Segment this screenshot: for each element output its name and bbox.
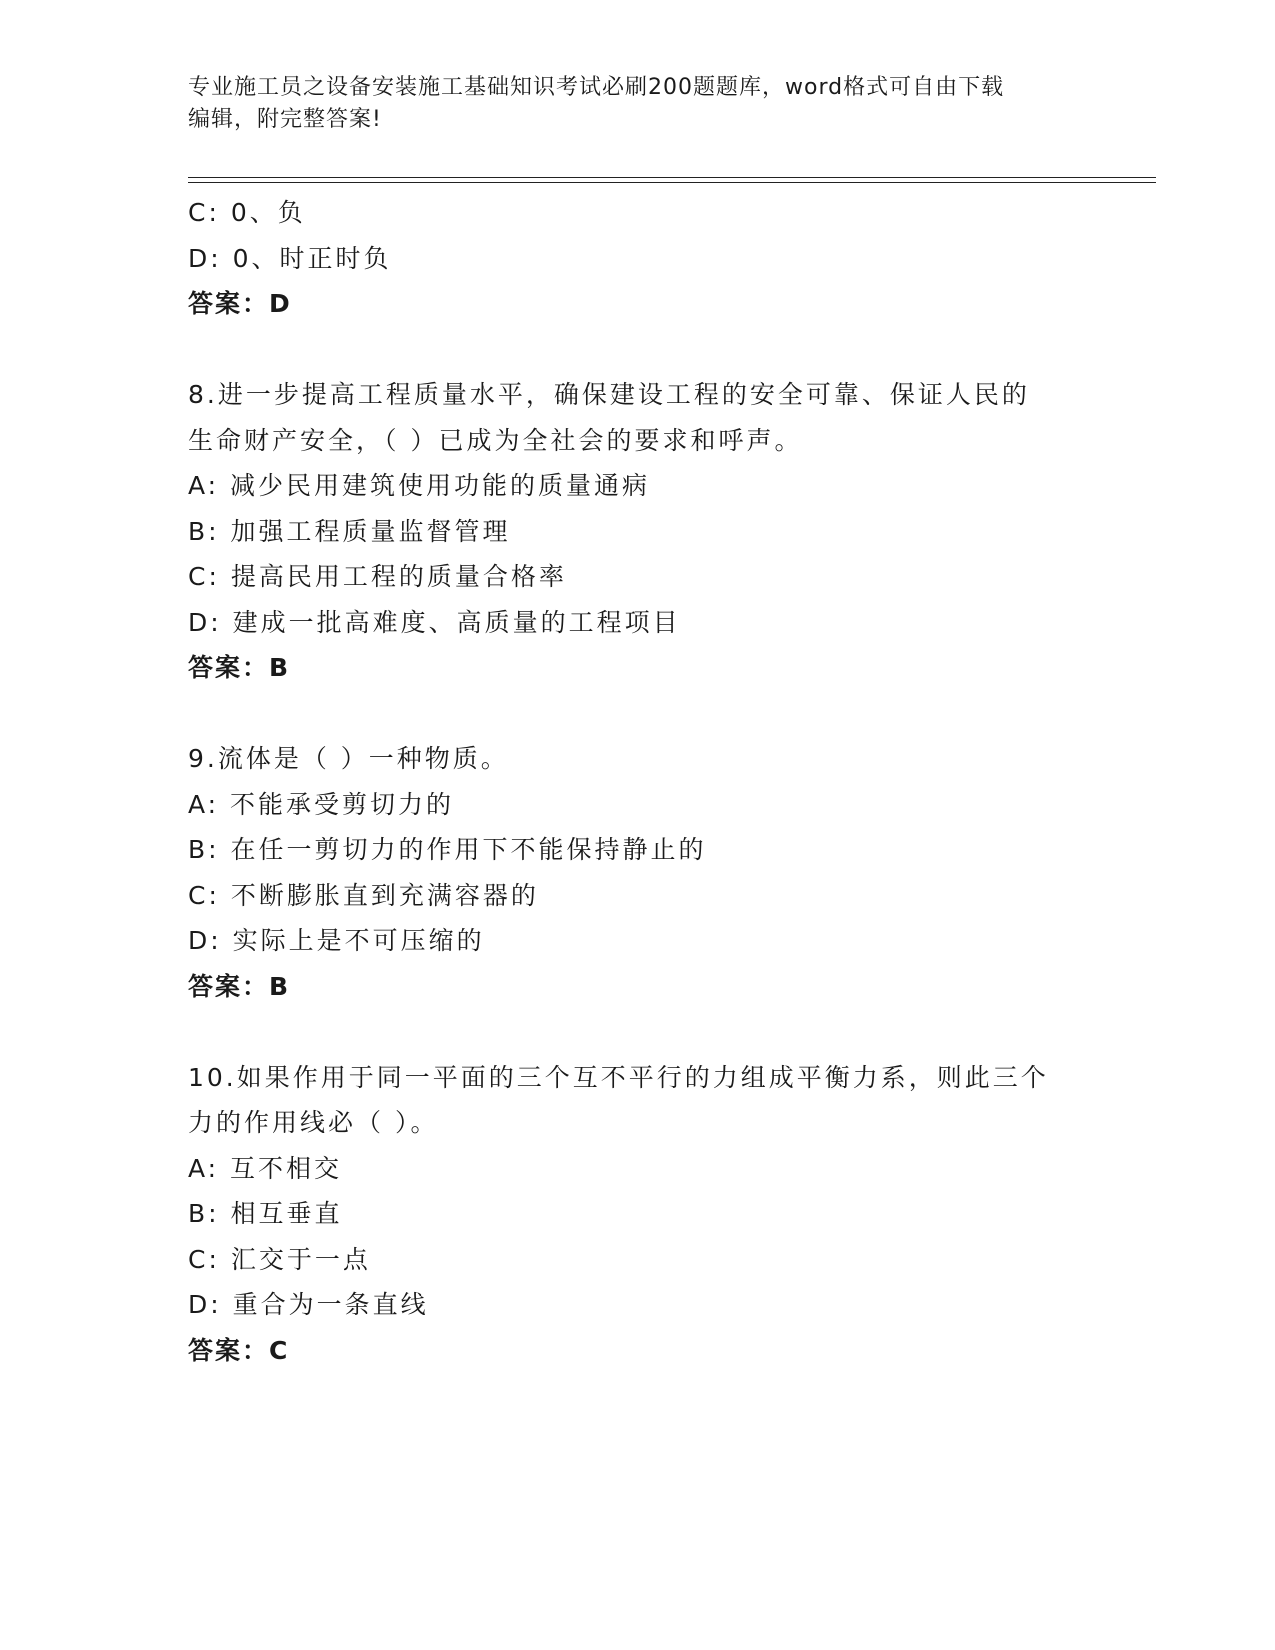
question-9-option-a: A: 不能承受剪切力的 (188, 789, 455, 819)
header-divider-bottom (188, 182, 1156, 183)
question-8-answer: 答案：B (188, 653, 291, 682)
question-8-option-c: C: 提高民用工程的质量合格率 (188, 562, 567, 591)
header-divider-top (188, 177, 1156, 178)
question-7-option-d: D: 0、时正时负 (188, 243, 392, 273)
question-7-option-c: C: 0、负 (188, 198, 306, 227)
question-8-stem-line-1: 8.进一步提高工程质量水平，确保建设工程的安全可靠、保证人民的 (188, 380, 1030, 409)
question-9-stem-line-1: 9.流体是（ ）一种物质。 (188, 744, 509, 773)
header-title-line-2: 编辑，附完整答案! (188, 107, 382, 132)
question-8-stem-line-2: 生命财产安全，（ ）已成为全社会的要求和呼声。 (188, 425, 803, 455)
question-9 (188, 736, 1088, 1009)
question-8 (188, 372, 1088, 691)
question-9-option-b: B: 在任一剪切力的作用下不能保持静止的 (188, 835, 707, 864)
question-list (188, 190, 1088, 1373)
question-9-option-c: C: 不断膨胀直到充满容器的 (188, 880, 539, 910)
question-8-option-d: D: 建成一批高难度、高质量的工程项目 (188, 607, 681, 637)
question-9-answer: 答案：B (188, 971, 291, 1001)
question-8-option-b: B: 加强工程质量监督管理 (188, 516, 511, 546)
question-10-stem-line-2: 力的作用线必（ ）。 (188, 1108, 439, 1137)
header-title-line-1: 专业施工员之设备安装施工基础知识考试必刷200题题库，word格式可自由下载 (188, 75, 1005, 100)
question-8-option-a: A: 减少民用建筑使用功能的质量通病 (188, 471, 651, 500)
document-header (188, 72, 1068, 136)
question-10-option-b: B: 相互垂直 (188, 1199, 343, 1228)
question-10-answer: 答案：C (188, 1335, 290, 1365)
question-10 (188, 1055, 1088, 1374)
question-spacer (188, 327, 1088, 373)
question-9-option-d: D: 实际上是不可压缩的 (188, 926, 485, 955)
question-spacer (188, 691, 1088, 737)
question-spacer (188, 1009, 1088, 1055)
question-10-option-d: D: 重合为一条直线 (188, 1290, 429, 1319)
question-7-answer: 答案：D (188, 289, 292, 318)
question-10-option-c: C: 汇交于一点 (188, 1244, 371, 1274)
question-7-tail (188, 190, 1088, 327)
question-10-option-a: A: 互不相交 (188, 1153, 343, 1183)
question-10-stem-line-1: 10.如果作用于同一平面的三个互不平行的力组成平衡力系，则此三个 (188, 1062, 1049, 1092)
